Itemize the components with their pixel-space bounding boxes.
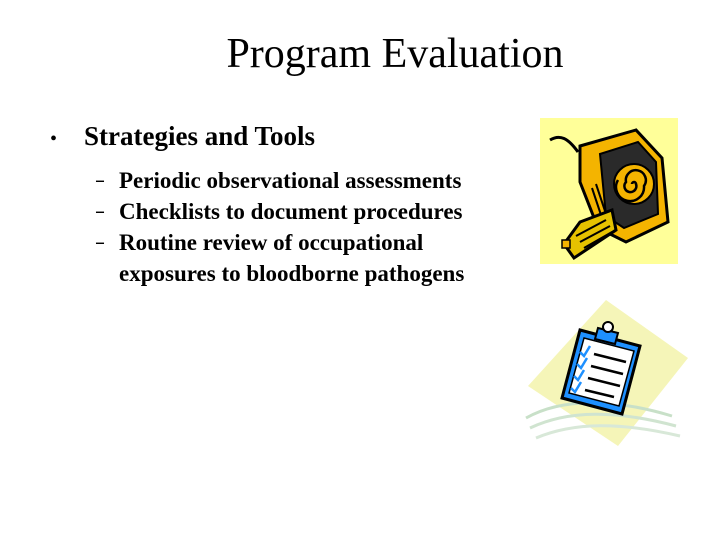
sub-bullet-item bbox=[95, 165, 515, 196]
sub-bullet-list bbox=[95, 165, 515, 289]
slide-title: Program Evaluation bbox=[226, 31, 564, 77]
clipboard-checklist-icon bbox=[522, 298, 690, 448]
sub-bullet-item bbox=[95, 196, 515, 227]
bullet-heading: Strategies and Tools bbox=[84, 121, 316, 151]
sub-bullet-dash: – bbox=[95, 199, 105, 223]
sub-bullet-dash: – bbox=[95, 168, 105, 192]
sub-bullet-dash: – bbox=[95, 230, 105, 254]
sub-bullet-text: Checklists to document procedures bbox=[119, 199, 463, 224]
sub-bullet-item bbox=[95, 227, 515, 289]
sub-bullet-text: Routine review of occupational exposures to bloodborne pathogens bbox=[119, 230, 465, 286]
sub-bullet-text: Periodic observational assessments bbox=[119, 168, 462, 193]
handheld-scanner-icon bbox=[540, 118, 678, 264]
bullet-marker: • bbox=[50, 128, 58, 150]
